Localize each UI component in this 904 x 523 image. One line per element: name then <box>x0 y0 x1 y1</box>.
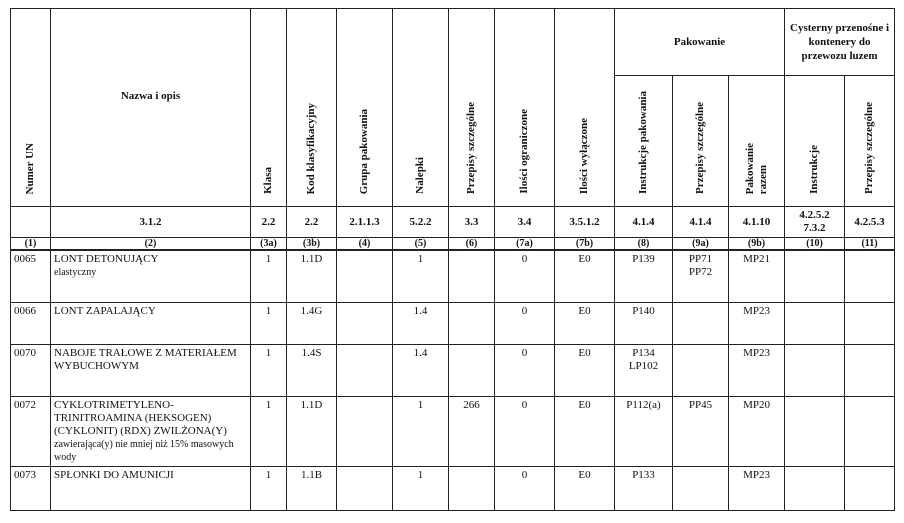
column-number: (9a) <box>673 238 729 251</box>
ref-cell: 3.3 <box>449 207 495 238</box>
cell-special-provisions <box>449 466 495 510</box>
cell-un-number <box>11 466 51 510</box>
table-row <box>11 250 895 302</box>
cell-classification-code-line: 1.1D <box>300 398 323 411</box>
cell-special-provisions-line: 266 <box>463 398 480 411</box>
cell-mixed-packing <box>729 344 785 396</box>
ref-cell: 2.2 <box>251 207 287 238</box>
header-special-provisions: Przepisy szczególne <box>449 9 495 207</box>
cell-classification-code-line: 1.4S <box>301 346 322 359</box>
ref-cell: 4.1.4 <box>673 207 729 238</box>
cell-mixed-packing <box>729 466 785 510</box>
cell-un-number <box>11 396 51 466</box>
cell-tank-special <box>845 466 895 510</box>
cell-name-line: CYKLOTRIMETYLENO-TRINITROAMINA (HEKSOGEN) (CYKLONIT) (RDX) ZWILŻONA(Y) <box>54 398 227 437</box>
header-classification-code: Kod klasyfikacyjny <box>287 9 337 207</box>
cell-name <box>51 344 251 396</box>
cell-packing-instructions <box>615 344 673 396</box>
cell-packing-instructions-line: P112(a) <box>626 398 661 411</box>
cell-class-line: 1 <box>265 468 272 481</box>
cell-class-line: 1 <box>265 304 272 317</box>
cell-packing-special-line: PP71 <box>688 253 713 265</box>
cell-labels-line: 1.4 <box>413 346 428 359</box>
cell-tank-special <box>845 344 895 396</box>
cell-labels <box>393 466 449 510</box>
header-un-number: Numer UN <box>11 9 51 207</box>
cell-tank-special <box>845 250 895 302</box>
column-number: (9b) <box>729 238 785 251</box>
reference-row <box>11 207 895 238</box>
cell-packing-instructions-line: P134 <box>632 346 655 359</box>
ref-cell <box>785 207 845 238</box>
cell-labels-line: 1 <box>417 468 424 481</box>
cell-class <box>251 396 287 466</box>
cell-packing-instructions-line: P139 <box>632 253 655 265</box>
cell-mixed-packing-line: MP20 <box>743 398 770 411</box>
cell-excepted-quantities-line: E0 <box>578 346 591 359</box>
cell-class <box>251 344 287 396</box>
cell-tank-special <box>845 396 895 466</box>
cell-limited-quantities <box>495 344 555 396</box>
cell-mixed-packing <box>729 302 785 344</box>
cell-mixed-packing-line: MP21 <box>743 253 770 265</box>
cell-name-line: LONT DETONUJĄCY <box>54 253 159 265</box>
column-number: (10) <box>785 238 845 251</box>
cell-un-number-line: 0065 <box>14 253 36 265</box>
cell-packing-instructions-line: P133 <box>632 468 655 481</box>
cell-special-provisions <box>449 250 495 302</box>
cell-packing-group <box>337 302 393 344</box>
cell-excepted-quantities-line: E0 <box>578 304 591 317</box>
cell-special-provisions <box>449 396 495 466</box>
cell-special-provisions <box>449 302 495 344</box>
cell-labels <box>393 302 449 344</box>
cell-tank-instructions <box>785 250 845 302</box>
cell-un-number-line: 0070 <box>14 346 36 359</box>
cell-packing-group <box>337 250 393 302</box>
cell-classification-code-line: 1.1B <box>300 468 323 481</box>
cell-packing-instructions <box>615 302 673 344</box>
cell-labels <box>393 396 449 466</box>
ref-line: 4.2.5.2 <box>799 209 830 221</box>
cell-labels-line: 1.4 <box>413 304 428 317</box>
table-row <box>11 302 895 344</box>
ref-line: 7.3.2 <box>803 222 826 234</box>
cell-limited-quantities-line: 0 <box>521 398 528 411</box>
ref-cell: 2.2 <box>287 207 337 238</box>
cell-mixed-packing-line: MP23 <box>743 304 770 317</box>
header-name: Nazwa i opis <box>51 9 251 207</box>
cell-name <box>51 396 251 466</box>
cell-un-number <box>11 344 51 396</box>
cell-un-number <box>11 250 51 302</box>
cell-excepted-quantities-line: E0 <box>578 253 591 265</box>
table-row <box>11 344 895 396</box>
cell-packing-instructions-line: P140 <box>632 304 655 317</box>
cell-labels <box>393 344 449 396</box>
cell-name-line: zawierająca(y) nie mniej niż 15% masowych wody <box>54 438 234 463</box>
header-labels: Nalepki <box>393 9 449 207</box>
cell-tank-special <box>845 302 895 344</box>
cell-limited-quantities <box>495 302 555 344</box>
header-tank-instructions: Instrukcje <box>785 76 845 207</box>
cell-packing-group <box>337 396 393 466</box>
table-body <box>11 250 895 510</box>
cell-mixed-packing-line: MP23 <box>743 468 770 481</box>
cell-name-line: SPŁONKI DO AMUNICJI <box>54 468 174 481</box>
cell-mixed-packing-line: MP23 <box>743 346 770 359</box>
cell-classification-code <box>287 302 337 344</box>
cell-packing-special <box>673 344 729 396</box>
header-excepted-quantities: Ilości wyłączone <box>555 9 615 207</box>
cell-class-line: 1 <box>265 398 272 411</box>
column-number: (2) <box>51 238 251 251</box>
cell-packing-special <box>673 466 729 510</box>
ref-cell: 5.2.2 <box>393 207 449 238</box>
ref-cell: 3.5.1.2 <box>555 207 615 238</box>
table-row <box>11 466 895 510</box>
cell-excepted-quantities <box>555 466 615 510</box>
cell-limited-quantities-line: 0 <box>521 468 528 481</box>
cell-limited-quantities <box>495 250 555 302</box>
cell-limited-quantities-line: 0 <box>521 253 528 265</box>
cell-class-line: 1 <box>265 253 272 265</box>
header-packing-instructions: Instrukcje pakowania <box>615 76 673 207</box>
cell-packing-group <box>337 466 393 510</box>
header-packing-special: Przepisy szczególne <box>673 76 729 207</box>
column-number: (3b) <box>287 238 337 251</box>
cell-packing-special-line: PP45 <box>688 398 713 411</box>
cell-excepted-quantities <box>555 302 615 344</box>
cell-labels <box>393 250 449 302</box>
cell-name-line: NABOJE TRAŁOWE Z MATERIAŁEM WYBUCHOWYM <box>54 346 237 372</box>
cell-excepted-quantities <box>555 344 615 396</box>
cell-mixed-packing <box>729 396 785 466</box>
cell-labels-line: 1 <box>417 398 424 411</box>
cell-classification-code <box>287 344 337 396</box>
cell-excepted-quantities <box>555 250 615 302</box>
ref-cell <box>11 207 51 238</box>
cell-packing-instructions <box>615 396 673 466</box>
ref-cell: 4.1.4 <box>615 207 673 238</box>
cell-name <box>51 250 251 302</box>
header-packaging-group: Pakowanie <box>615 9 785 76</box>
ref-cell: 4.1.10 <box>729 207 785 238</box>
column-number: (1) <box>11 238 51 251</box>
table-row <box>11 396 895 466</box>
ref-cell: 4.2.5.3 <box>845 207 895 238</box>
ref-cell: 3.1.2 <box>51 207 251 238</box>
header-limited-quantities: Ilości ograniczone <box>495 9 555 207</box>
cell-packing-instructions <box>615 466 673 510</box>
cell-tank-instructions <box>785 344 845 396</box>
header-class: Klasa <box>251 9 287 207</box>
column-number: (11) <box>845 238 895 251</box>
column-number: (5) <box>393 238 449 251</box>
cell-class-line: 1 <box>265 346 272 359</box>
cell-name-line: elastyczny <box>54 267 97 278</box>
column-number-row <box>11 238 895 251</box>
cell-limited-quantities <box>495 396 555 466</box>
cell-packing-special-line: PP72 <box>688 266 713 278</box>
cell-un-number-line: 0073 <box>14 468 36 481</box>
cell-excepted-quantities <box>555 396 615 466</box>
cell-classification-code-line: 1.4G <box>300 304 323 317</box>
ref-cell: 3.4 <box>495 207 555 238</box>
cell-packing-instructions <box>615 250 673 302</box>
column-number: (7b) <box>555 238 615 251</box>
column-number: (8) <box>615 238 673 251</box>
cell-tank-instructions <box>785 466 845 510</box>
dangerous-goods-table <box>10 8 895 511</box>
cell-classification-code-line: 1.1D <box>300 253 323 265</box>
cell-mixed-packing <box>729 250 785 302</box>
cell-name <box>51 466 251 510</box>
cell-classification-code <box>287 250 337 302</box>
cell-un-number-line: 0066 <box>14 304 36 317</box>
cell-limited-quantities-line: 0 <box>521 346 528 359</box>
header-packing-group: Grupa pakowania <box>337 9 393 207</box>
cell-packing-special <box>673 250 729 302</box>
cell-un-number-line: 0072 <box>14 398 36 411</box>
cell-excepted-quantities-line: E0 <box>578 468 591 481</box>
header-tanks-group: Cysterny przenośne i kontenery do przewozu luzem <box>785 9 895 76</box>
cell-name <box>51 302 251 344</box>
cell-class <box>251 250 287 302</box>
cell-excepted-quantities-line: E0 <box>578 398 591 411</box>
cell-packing-group <box>337 344 393 396</box>
cell-special-provisions <box>449 344 495 396</box>
cell-classification-code <box>287 396 337 466</box>
cell-limited-quantities <box>495 466 555 510</box>
cell-classification-code <box>287 466 337 510</box>
cell-class <box>251 302 287 344</box>
cell-name-line: LONT ZAPALAJĄCY <box>54 304 156 317</box>
cell-packing-special <box>673 302 729 344</box>
ref-cell: 2.1.1.3 <box>337 207 393 238</box>
cell-limited-quantities-line: 0 <box>521 304 528 317</box>
cell-tank-instructions <box>785 396 845 466</box>
cell-class <box>251 466 287 510</box>
header-tank-special: Przepisy szczególne <box>845 76 895 207</box>
cell-packing-instructions-line: LP102 <box>628 359 659 372</box>
cell-packing-special <box>673 396 729 466</box>
column-number: (6) <box>449 238 495 251</box>
cell-tank-instructions <box>785 302 845 344</box>
column-number: (3a) <box>251 238 287 251</box>
cell-un-number <box>11 302 51 344</box>
column-number: (4) <box>337 238 393 251</box>
column-number: (7a) <box>495 238 555 251</box>
header-mixed-packing: Pakowanierazem <box>729 76 785 207</box>
cell-labels-line: 1 <box>417 253 424 265</box>
